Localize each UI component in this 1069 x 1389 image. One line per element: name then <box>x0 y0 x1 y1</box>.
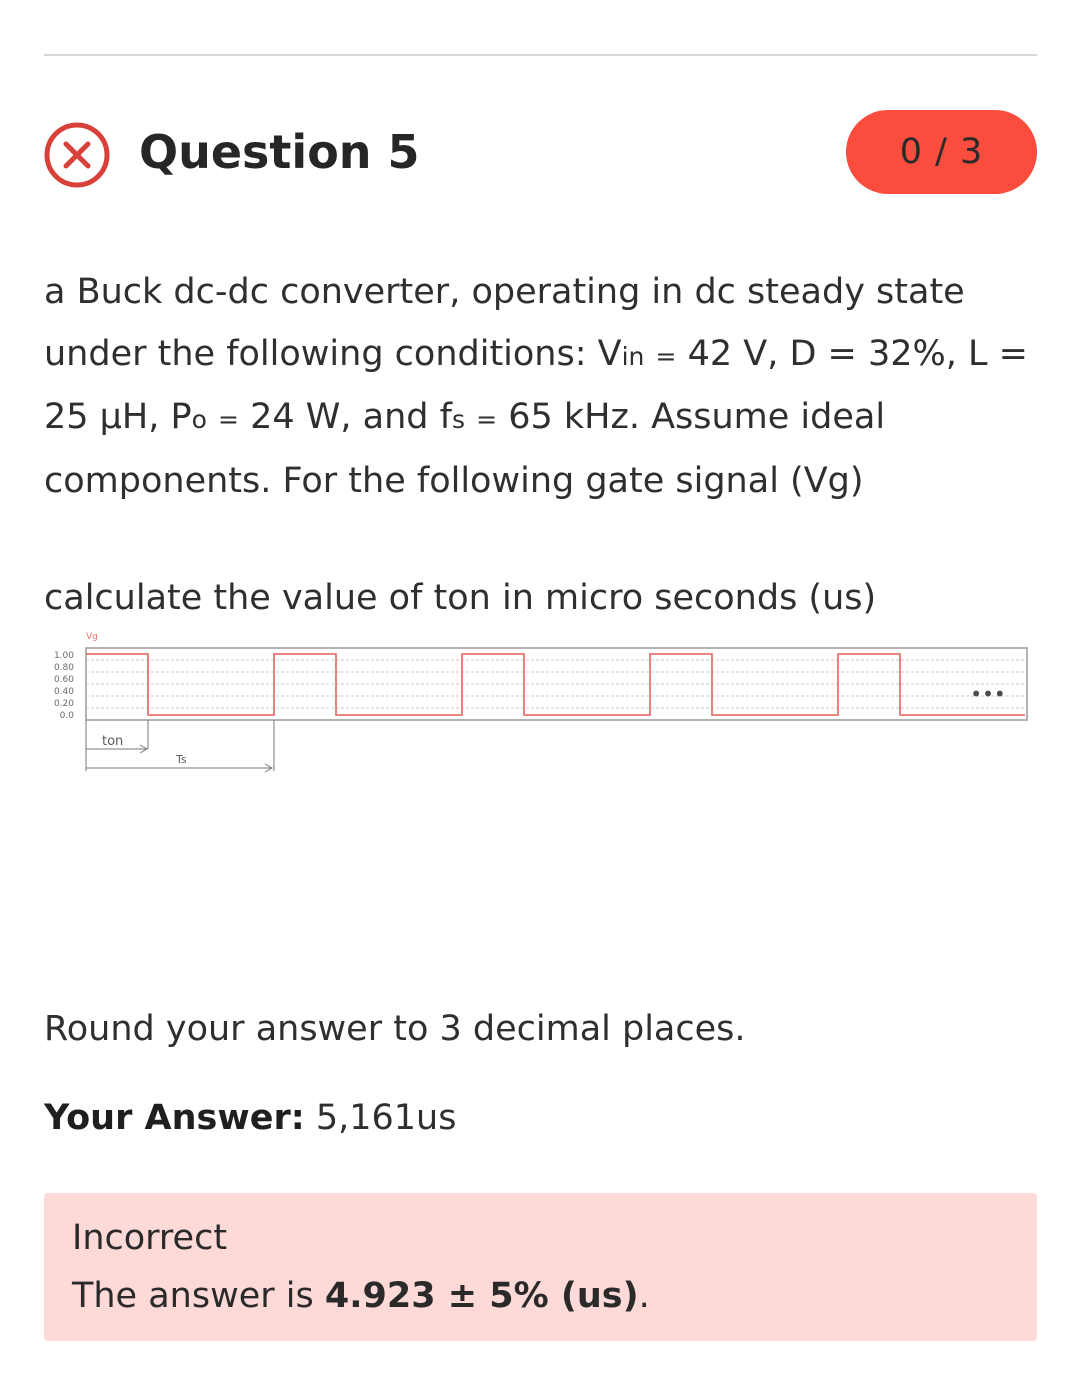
answer-value: 5,161us <box>304 1098 457 1138</box>
prompt-text: 24 W, and f <box>239 397 452 437</box>
close-icon <box>44 122 110 188</box>
score-badge: 0 / 3 <box>846 110 1037 194</box>
y-tick-label: 1.00 <box>53 651 74 661</box>
top-divider <box>44 54 1037 56</box>
your-answer <box>44 1093 456 1143</box>
prompt-text: a Buck dc-dc converter, operating in dc steady state under the following conditions: V <box>44 272 965 374</box>
signal-label: Vg <box>86 632 98 642</box>
fs-equals: = <box>476 405 498 434</box>
ellipsis-icon: ••• <box>970 682 1006 706</box>
ts-label: Ts <box>176 753 187 766</box>
y-tick-label: 0.0 <box>59 711 74 721</box>
correct-answer: 4.923 ± 5% (us) <box>324 1276 639 1316</box>
feedback-suffix: . <box>638 1276 650 1316</box>
po-equals: = <box>218 405 239 434</box>
rounding-note: Round your answer to 3 decimal places. <box>44 1009 746 1049</box>
question-prompt <box>44 262 1034 512</box>
answer-label: Your Answer: <box>44 1098 305 1138</box>
y-tick-label: 0.80 <box>53 663 74 673</box>
question-title: Question 5 <box>139 125 420 179</box>
feedback-prefix: The answer is <box>72 1276 325 1316</box>
vin-equals: = <box>655 341 677 371</box>
y-tick-label: 0.20 <box>53 699 74 709</box>
instruction-text: calculate the value of ton in micro seconds (us) <box>44 578 877 618</box>
prompt-text: 65 kHz. Assume ideal components. For the following gate signal (Vg) <box>44 397 886 501</box>
ton-label: ton <box>102 734 124 749</box>
fs-subscript: s <box>451 405 465 434</box>
question-header <box>44 110 1037 194</box>
y-tick-label: 0.40 <box>53 687 74 697</box>
po-subscript: o <box>191 405 207 434</box>
feedback-status: Incorrect <box>72 1218 228 1258</box>
feedback-panel <box>44 1193 1037 1341</box>
feedback-message <box>72 1271 650 1321</box>
plot-grid <box>86 648 1027 720</box>
y-tick-label: 0.60 <box>53 675 74 685</box>
prompt-text: 42 V, D = 32%, L = 25 μH, P <box>44 333 1028 437</box>
gate-signal-figure <box>50 625 1035 775</box>
vin-subscript: in <box>621 341 645 371</box>
